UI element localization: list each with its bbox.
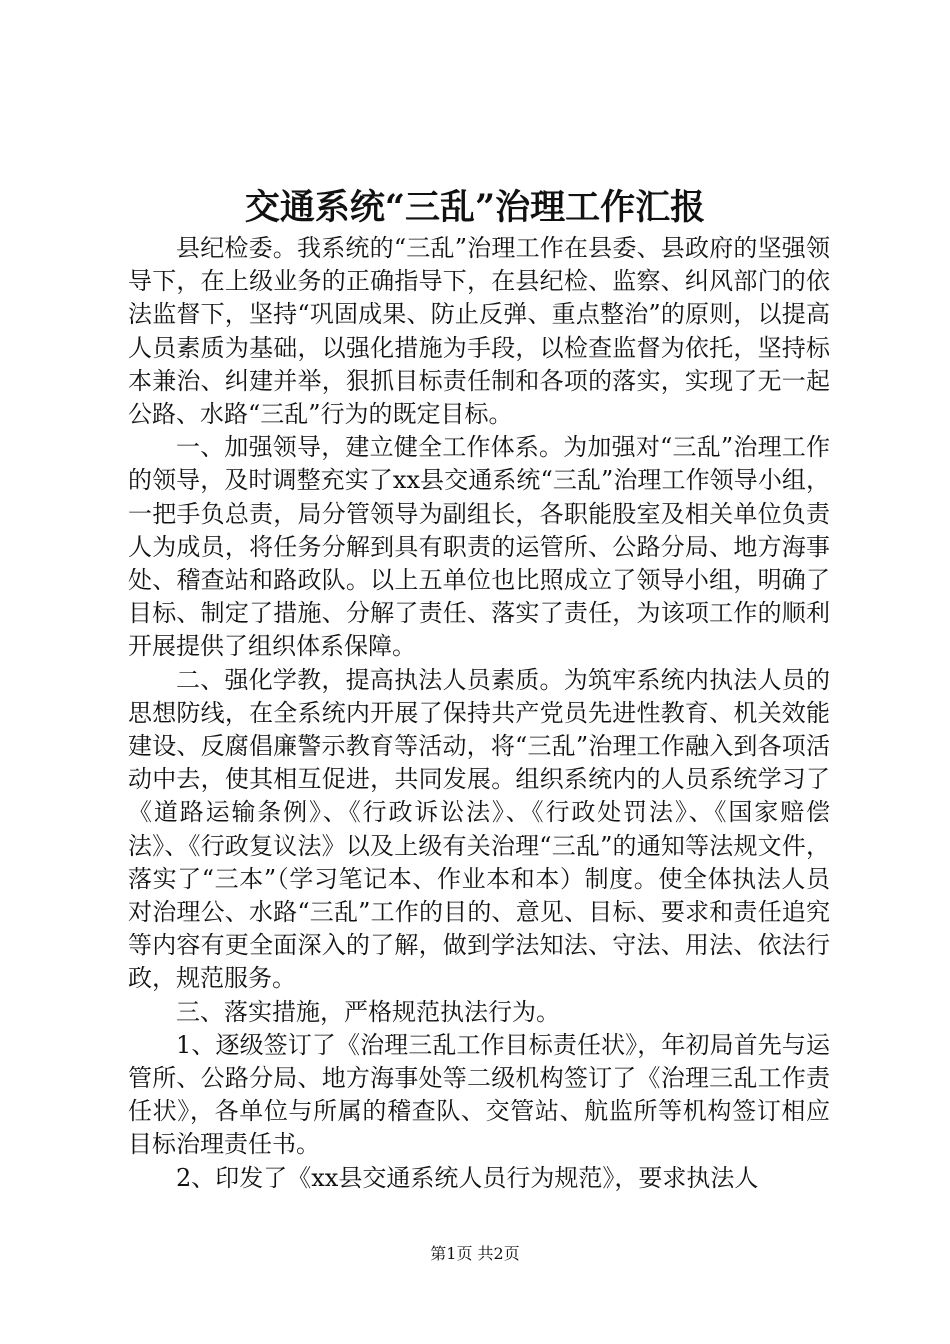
paragraph-section-3-heading: 三、落实措施，严格规范执法行为。 [176, 997, 560, 1026]
paragraph-item-2: 2、印发了《xx县交通系统人员行为规范》，要求执法人 [176, 1163, 759, 1192]
paragraph-item-1: 1、逐级签订了《治理三乱工作目标责任状》，年初局首先与运管所、公路分局、地方海事处等二级机构签订了《治理三乱工作责任状》，各单位与所属的稽查队、交管站、航监所等机构签订相应目标治理责任书。 [128, 1030, 830, 1159]
document-title: 交通系统“三乱”治理工作汇报 [244, 187, 706, 228]
paragraph-section-1: 一、加强领导，建立健全工作体系。为加强对“三乱”治理工作的领导，及时调整充实了xx县交通系统“三乱”治理工作领导小组，一把手负总责，局分管领导为副组长，各职能股室及相关单位负责人为成员，将任务分解到具有职责的运管所、公路分局、地方海事处、稽查站和路政队。以上五单位也比照成立了领导小组，明确了目标、制定了措施、分解了责任、落实了责任，为该项工作的顺利开展提供了组织体系保障。 [128, 433, 830, 661]
paragraph-intro: 县纪检委。我系统的“三乱”治理工作在县委、县政府的坚强领导下，在上级业务的正确指导下，在县纪检、监察、纠风部门的依法监督下，坚持“巩固成果、防止反弹、重点整治”的原则，以提高人员素质为基础，以强化措施为手段，以检查监督为依托，坚持标本兼治、纠建并举，狠抓目标责任制和各项的落实，实现了无一起公路、水路“三乱”行为的既定目标。 [128, 234, 830, 429]
page-footer: 第1页 共2页 [430, 1244, 520, 1263]
document-body [128, 232, 830, 1195]
paragraph-section-2: 二、强化学教，提高执法人员素质。为筑牢系统内执法人员的思想防线，在全系统内开展了保持共产党员先进性教育、机关效能建设、反腐倡廉警示教育等活动，将“三乱”治理工作融入到各项活动中去，使其相互促进，共同发展。组织系统内的人员系统学习了《道路运输条例》、《行政诉讼法》、《行政处罚法》、《国家赔偿法》、《行政复议法》以及上级有关治理“三乱”的通知等法规文件，落实了“三本”（学习笔记本、作业本和本）制度。使全体执法人员对治理公、水路“三乱”工作的目的、意见、目标、要求和责任追究等内容有更全面深入的了解，做到学法知法、守法、用法、依法行政，规范服务。 [128, 665, 830, 993]
